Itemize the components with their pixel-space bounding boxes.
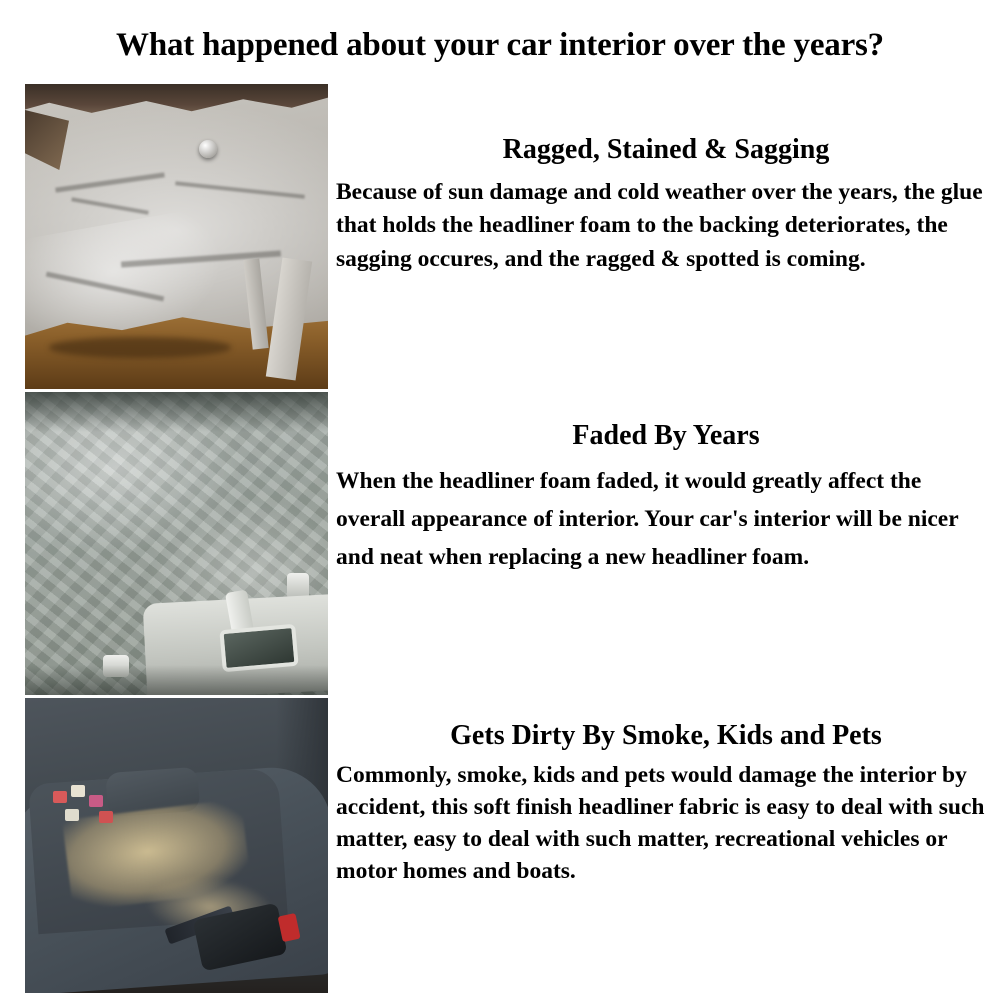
page-title: What happened about your car interior over the years? [116,27,884,64]
section-body: Commonly, smoke, kids and pets would damage the interior by accident, this soft finish headliner fabric is easy to deal with such matter, easy to deal with such matter, recreational vehicles or motor homes and boats. [336,762,985,884]
section-text-column [332,698,1000,888]
section-body: Because of sun damage and cold weather over the years, the glue that holds the headliner foam to the backing deteriorates, the sagging occures, and the ragged & spotted is coming. [336,179,983,272]
dirty-seat-photo [25,698,328,993]
faded-headliner-photo [25,392,328,695]
section-ragged-stained-sagging [0,84,1000,389]
dome-light-shape [199,140,217,158]
section-faded-by-years [0,392,1000,695]
section-text-column [332,392,1000,576]
torn-backing-shape [25,84,328,118]
section-body: When the headliner foam faded, it would greatly affect the overall appearance of interior. Your car's interior will be nicer and neat when replacing a new headliner foam. [336,468,959,571]
shadow-band-shape [25,392,328,432]
fabric-crease-shape [71,197,149,214]
fabric-crease-shape [175,181,305,199]
fabric-crease-shape [55,172,165,192]
section-text-column [332,84,1000,276]
section-heading: Faded By Years [572,420,760,451]
section-gets-dirty [0,698,1000,993]
sagging-ragged-headliner-photo [25,84,328,389]
exposed-board-shape [25,110,69,170]
shadow-band-shape [25,665,328,695]
section-heading: Ragged, Stained & Sagging [502,134,830,165]
debris-shapes [51,785,121,833]
section-heading: Gets Dirty By Smoke, Kids and Pets [450,720,882,751]
